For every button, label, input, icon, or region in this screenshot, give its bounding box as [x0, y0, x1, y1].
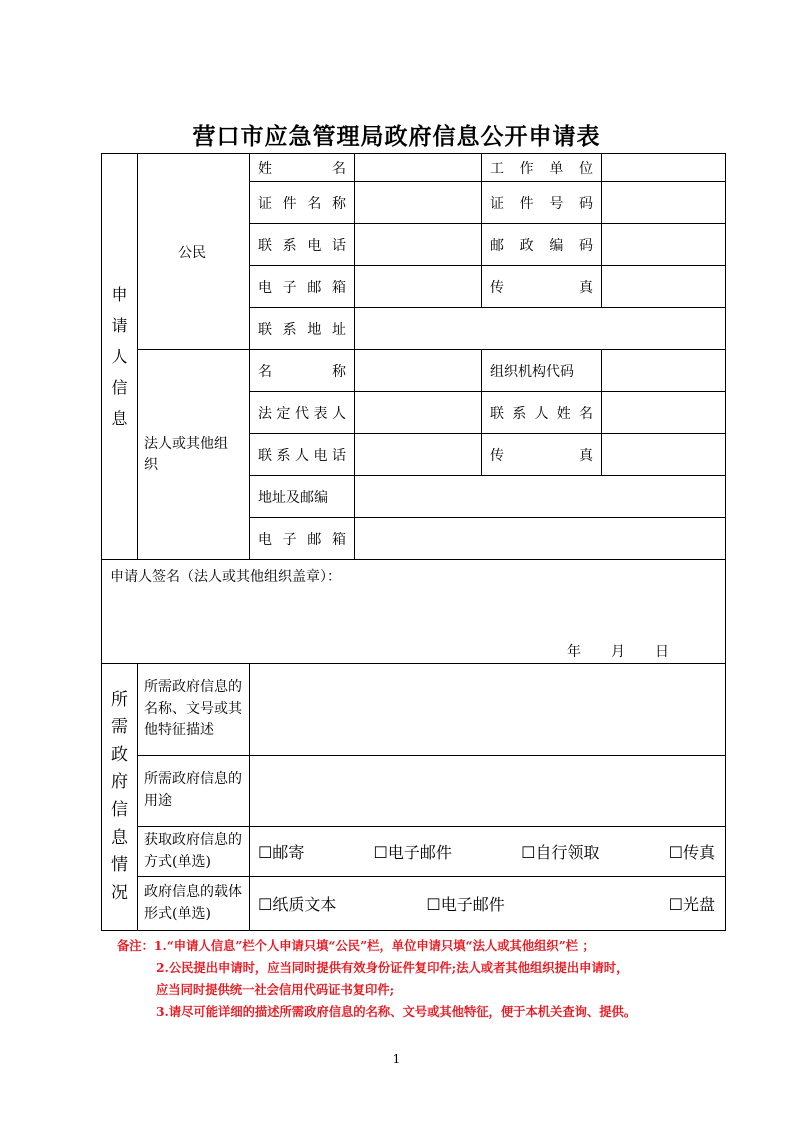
info-description-label: 所需政府信息的名称、文号或其他特征描述 — [138, 664, 250, 756]
org-group-label-text: 法人或其他组织 — [144, 435, 228, 473]
citizen-work-unit-field[interactable] — [602, 154, 726, 182]
citizen-work-unit-label: 工作单位 — [482, 154, 602, 182]
method-option-email[interactable]: ☐电子邮件 — [373, 843, 452, 862]
org-fax-label: 传真 — [482, 434, 602, 476]
org-group-label — [138, 350, 250, 560]
remark-line-4: 3.请尽可能详细的描述所需政府信息的名称、文号或其他特征，便于本机关查询、提供。 — [156, 1004, 637, 1019]
org-contact-phone-field[interactable] — [355, 434, 482, 476]
info-purpose-label: 所需政府信息的用途 — [138, 756, 250, 827]
acquisition-method-label: 获取政府信息的方式(单选) — [138, 827, 250, 877]
org-email-field[interactable] — [355, 518, 726, 560]
org-code-label: 组织机构代码 — [482, 350, 602, 392]
citizen-name-field[interactable] — [355, 154, 482, 182]
org-contact-name-field[interactable] — [602, 392, 726, 434]
signature-label: 申请人签名（法人或其他组织盖章）： — [110, 569, 341, 585]
info-purpose-field[interactable] — [250, 756, 726, 827]
day-label: 日 — [655, 644, 669, 660]
application-form — [101, 153, 726, 931]
org-name-label: 名称 — [250, 350, 355, 392]
acquisition-method-options — [250, 827, 726, 877]
applicant-info-section: 申 请 人 信 息 — [102, 154, 138, 560]
page-number: 1 — [392, 1052, 401, 1066]
citizen-postcode-label: 邮政编码 — [482, 224, 602, 266]
citizen-email-field[interactable] — [355, 266, 482, 308]
org-code-field[interactable] — [602, 350, 726, 392]
citizen-id-name-label: 证件名称 — [250, 182, 355, 224]
method-option-fax[interactable]: ☐传真 — [668, 843, 715, 862]
page-title: 营口市应急管理局政府信息公开申请表 — [192, 124, 601, 150]
citizen-email-label: 电子邮箱 — [250, 266, 355, 308]
signature-area[interactable] — [102, 560, 726, 664]
year-label: 年 — [567, 644, 581, 660]
org-legal-rep-label: 法定代表人 — [250, 392, 355, 434]
citizen-fax-label: 传真 — [482, 266, 602, 308]
org-name-field[interactable] — [355, 350, 482, 392]
remarks — [117, 935, 737, 1023]
citizen-phone-label: 联系电话 — [250, 224, 355, 266]
carrier-option-email[interactable]: ☐电子邮件 — [426, 895, 505, 914]
org-fax-field[interactable] — [602, 434, 726, 476]
remark-line-2: 2.公民提出申请时，应当同时提供有效身份证件复印件;法人或者其他组织提出申请时， — [156, 960, 629, 975]
citizen-id-number-field[interactable] — [602, 182, 726, 224]
carrier-option-disc[interactable]: ☐光盘 — [668, 895, 715, 914]
org-address-postcode-label: 地址及邮编 — [250, 476, 355, 518]
info-description-field[interactable] — [250, 664, 726, 756]
carrier-option-paper[interactable]: ☐纸质文本 — [258, 895, 337, 914]
method-option-self-pickup[interactable]: ☐自行领取 — [521, 843, 600, 862]
org-contact-name-label: 联系人姓名 — [482, 392, 602, 434]
citizen-phone-field[interactable] — [355, 224, 482, 266]
org-legal-rep-field[interactable] — [355, 392, 482, 434]
citizen-name-label: 姓名 — [250, 154, 355, 182]
method-option-mail[interactable]: ☐邮寄 — [258, 843, 305, 862]
citizen-address-label: 联系地址 — [250, 308, 355, 350]
citizen-group-label: 公民 — [138, 154, 250, 350]
citizen-address-field[interactable] — [355, 308, 726, 350]
signature-date — [537, 641, 669, 661]
citizen-postcode-field[interactable] — [602, 224, 726, 266]
carrier-form-label: 政府信息的载体形式(单选) — [138, 877, 250, 931]
citizen-id-number-label: 证件号码 — [482, 182, 602, 224]
org-address-postcode-field[interactable] — [355, 476, 726, 518]
remark-line-1: 备注：1.“申请人信息”栏个人申请只填“公民”栏，单位申请只填“法人或其他组织”栏 ； — [117, 938, 595, 953]
org-email-label: 电子邮箱 — [250, 518, 355, 560]
month-label: 月 — [611, 644, 625, 660]
org-contact-phone-label: 联系人电话 — [250, 434, 355, 476]
remark-line-3: 应当同时提供统一社会信用代码证书复印件; — [156, 982, 395, 997]
citizen-fax-field[interactable] — [602, 266, 726, 308]
required-info-section: 所 需 政 府 信 息 情 况 — [102, 664, 138, 931]
carrier-form-options — [250, 877, 726, 931]
citizen-id-name-field[interactable] — [355, 182, 482, 224]
